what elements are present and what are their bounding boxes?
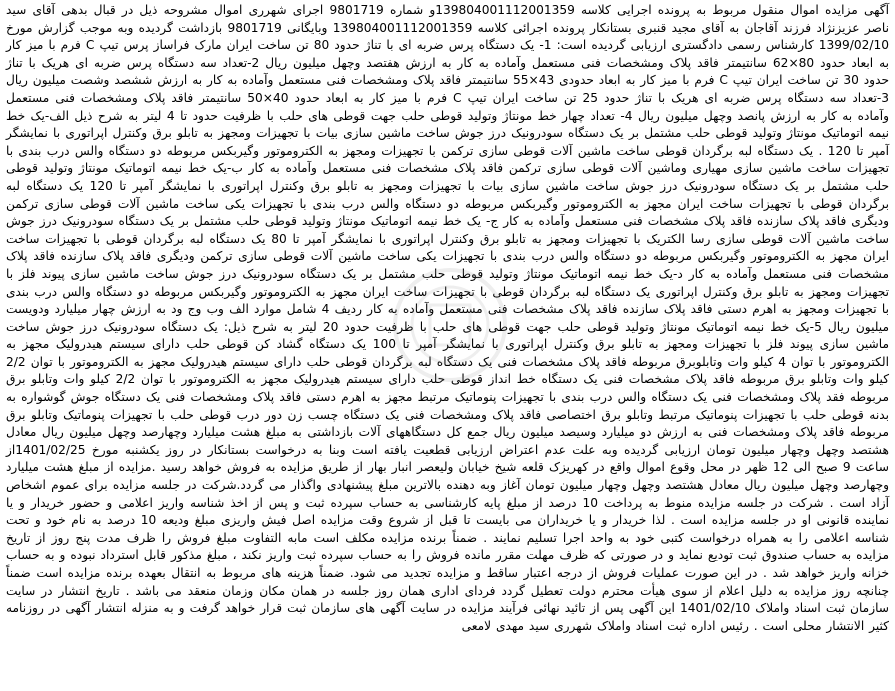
auction-notice-text: آگهی مزایده اموال منقول مربوط به پرونده اجرایی کلاسه 139804001112001359و شماره 9801719 اجرای شهرری اموال مشروحه ذیل در قبال بدهی آقای سید ناصر عزیزنژاد فرزند آقاجان به آقای مجید قنبری بستانکار پرونده اجرائی کلاسه 139804001112001359 وبایگانی 9801719 بازداشت گردیده وبه موجب گزارش مورخ 1399/02/10 کارشناس رسمی دادگستری ارزیابی گردیده است: 1- یک دستگاه پرس ضربه ای با تناژ حدود 80 تن ساخت ایران مارک فراساز پرس تیپ C فرم با میز کار به ابعاد حدود 80×62 سانتیمتر فاقد پلاک ومشخصات فنی مستعمل وآماده به کار به ارزش هفتصد وچهل میلیون ریال 2-تعداد سه دستگاه پرس ضربه ای هریک با تناژ حدود 30 تن ساخت ایران تیپ C فرم با میز کار به ابعاد حدودی 43×55 سانتیمتر فاقد پلاک ومشخصات فنی مستعمل وآماده به کار به ارزش ششصد وشصت میلیون ریال 3-تعداد سه دستگاه پرس ضربه ای هریک با تناژ حدود 25 تن ساخت ایران تیپ C فرم با میز کار به ابعاد حدود 40×50 سانتیمتر فاقد پلاک ومشخصات فنی مستعمل وآماده به کار به ارزش پانصد وچهل میلیون ریال 4- تعداد چهار خط مونتاژ وتولید قوطی حلب جهت قوطی های حلب با ظرفیت حدود تا 4 لیتر به شرح ذیل الف-یک خط نیمه اتوماتیک مونتاژ وتولید قوطی حلب مشتمل بر یک دستگاه سودرونیک درز جوش ساخت ماشین سازی بیات با تجهیزات ومجهز به تابلو برق وکنترل اپراتوری با نمایشگر آمپر تا 120 . یک دستگاه لبه برگردان قوطی ساخت ماشین آلات قوطی سازی ترکمن با تجهیزات ومجهز به الکتروموتور وگیربکس مربوطه دو دستگاه والس درب بندی با تجهیزات ساخت ماشین سازی مهیاری وماشین آلات قوطی سازی ترکمن فاقد پلاک مشخصات فنی مستعمل وآماده به کار ب-یک خط نیمه اتوماتیک مونتاژ وتولید قوطی حلب مشتمل بر یک دستگاه سودرونیک درز جوش ساخت ماشین سازی بیات با تجهیزات ومجهز به تابلو برق وکنترل اپراتوری با نمایشگر آمپر تا 120 یک دستگاه لبه برگردان قوطی با تجهیزات ساخت ایران مجهز به الکتروموتور وگیربکس مربوطه دو دستگاه والس درب بندی با تجهیزات یکی ساخت ماشین آلات قوطی سازی ترکمن ودیگری فاقد پلاک سازنده فاقد پلاک مشخصات فنی مستعمل وآماده به کار ج- یک خط نیمه اتوماتیک مونتاژ وتولید قوطی حلب مشتمل بر یک دستگاه سودرونیک درز جوش ساخت ماشین آلات قوطی سازی رسا الکتریک با تجهیزات ومجهز به تابلو برق وکنترل اپراتوری با نمایشگر آمپر تا 80 یک دستگاه لبه برگردان قوطی با تجهیزات ساخت ایران مجهز به الکتروموتور وگیربکس مربوطه دو دستگاه والس درب بندی با تجهیزات یکی ساخت ماشین آلات قوطی سازی ترکمن ودیگری فاقد پلاک سازنده فاقد پلاک مشخصات فنی مستعمل وآماده به کار د-یک خط نیمه اتوماتیک مونتاژ وتولید قوطی حلب مشتمل بر یک دستگاه سودرونیک درز جوش ساخت ماشین سازی پیوند فلز با تجهیزات ومجهز به تابلو برق وکنترل اپراتوری یک دستگاه لبه برگردان قوطی با تجهیزات ساخت ایران مجهز به الکتروموتور وگیربکس مربوطه دو دستگاه والس درب بندی با تجهیزات ومجهز به اهرم دستی فاقد پلاک سازنده فاقد پلاک مشخصات فنی مستعمل وآماده به کار ردیف 4 شامل موارد الف وب وج ود به ارزش چهار میلیارد ودویست میلیون ریال 5-یک خط نیمه اتوماتیک مونتاژ وتولید قوطی حلب جهت قوطی های حلب با ظرفیت حدود 20 لیتر به شرح ذیل: یک دستگاه سودرونیک درز جوش ساخت ماشین سازی پیوند فلز با تجهیزات ومجهز به تابلو برق وکنترل اپراتوری با نمایشگر آمپر تا 100 یک دستگاه گشاد کن قوطی حلب دارای سیستم هیدرولیک مجهز به الکتروموتور با توان 4 کیلو وات وتابلوبرق مربوطه فاقد پلاک مشخصات فنی یک دستگاه لبه برگردان قوطی حلب دارای سیستم هیدرولیک مجهز به الکتروموتور با توان 2/2 کیلو وات وتابلو برق مربوطه فاقد پلاک مشخصات فنی یک دستگاه خط انداز قوطی حلب دارای سیستم هیدرولیک مجهز به الکتروموتور با توان 2/2 کیلو وات وتابلو برق مربوطه فقد پلاک ومشخصات فنی یک دستگاه والس درب بندی با تجهیزات پنوماتیک مرتبط مجهز به اهرم دستی فاقد پلاک ومشخصات فنی یک دستگاه جوش گوشواره به بدنه قوطی حلب با تجهیزات پنوماتیک مرتبط وتابلو برق اختصاصی فاقد پلاک ومشخصات فنی یک دستگاه چسب زن دور درب قوطی حلب با تجهیزات پنوماتیک وتابلو برق مربوطه فاقد پلاک ومشخصات فنی به ارزش دو میلیارد وسیصد میلیون ریال جمع کل دستگاههای آلات بازداشتی به مبلغ هشت میلیارد وچهارصد وچهل میلیون ریال معادل هشتصد وچهل وچهار میلیون تومان ارزیابی گردیده وبه علت عدم اعتراض ارزیابی قطعیت یافته است وبنا به درخواست بستانکار در روز یکشنبه مورخ 1401/02/25از ساعت 9 صبح الی 12 ظهر در محل وقوع اموال واقع در کهریزک قلعه شیخ خیابان ولیعصر انبار بهار از طریق مزایده به فروش خواهد رسید .مزایده از مبلغ هشت میلیارد وچهارصد وچهل میلیون ریال معادل هشتصد وچهل وچهار میلیون تومان آغاز وبه دهنده بالاترین مبلغ پیشنهادی واگذار می گردد.شرکت در جلسه مزایده برای عموم اشخاص آزاد است . شرکت در جلسه مزایده منوط به پرداخت 10 درصد از مبلغ پایه کارشناسی به حساب سپرده ثبت و پس از اخذ شناسه واریز اعلامی و حضور خریدار و یا نماینده قانونی او در جلسه مزایده است . لذا خریدار و یا خریداران می بایست تا قبل از شروع وقت مزایده اصل فیش واریزی مبلغ ودیعه 10 درصد به نام خود و تحت شناسه اعلامی را به همراه درخواست کتبی خود به واحد اجرا تسلیم نمایند . ضمناً برنده مزایده مکلف است مابه التفاوت مبلغ فروش را ظرف مدت پنج روز از تاریخ مزایده به حساب صندوق ثبت تودیع نماید و در صورتی که ظرف مهلت مقرر مانده فروش را به حساب سپرده ثبت واریز نکند ، مبلغ مذکور قابل استرداد نبوده و به حساب خزانه واریز خواهد شد . در این صورت عملیات فروش از درجه اعتبار ساقط و مزایده تجدید می شود. ضمناً هزینه های مربوط به انتقال بعهده برنده مزایده است ضمناً چنانچه روز مزایده به دلیل اعلام از سوی هیأت محترم دولت تعطیل گردد فردای اداری همان روز جلسه در همان مکان وزمان منعقد می باشد . تاریخ انتشار در سایت سازمان ثبت اسناد واملاک 1401/02/10 این آگهی پس از تائید نهائی فرآیند مزایده در سایت آگهی های سازمان ثبت قرار خواهد گرفت و به منزله انتشار آگهی در روزنامه کثیر الانتشار محلی است . رئیس اداره ثبت اسناد واملاک شهرری سید مهدی لامعی: [6, 3, 890, 633]
